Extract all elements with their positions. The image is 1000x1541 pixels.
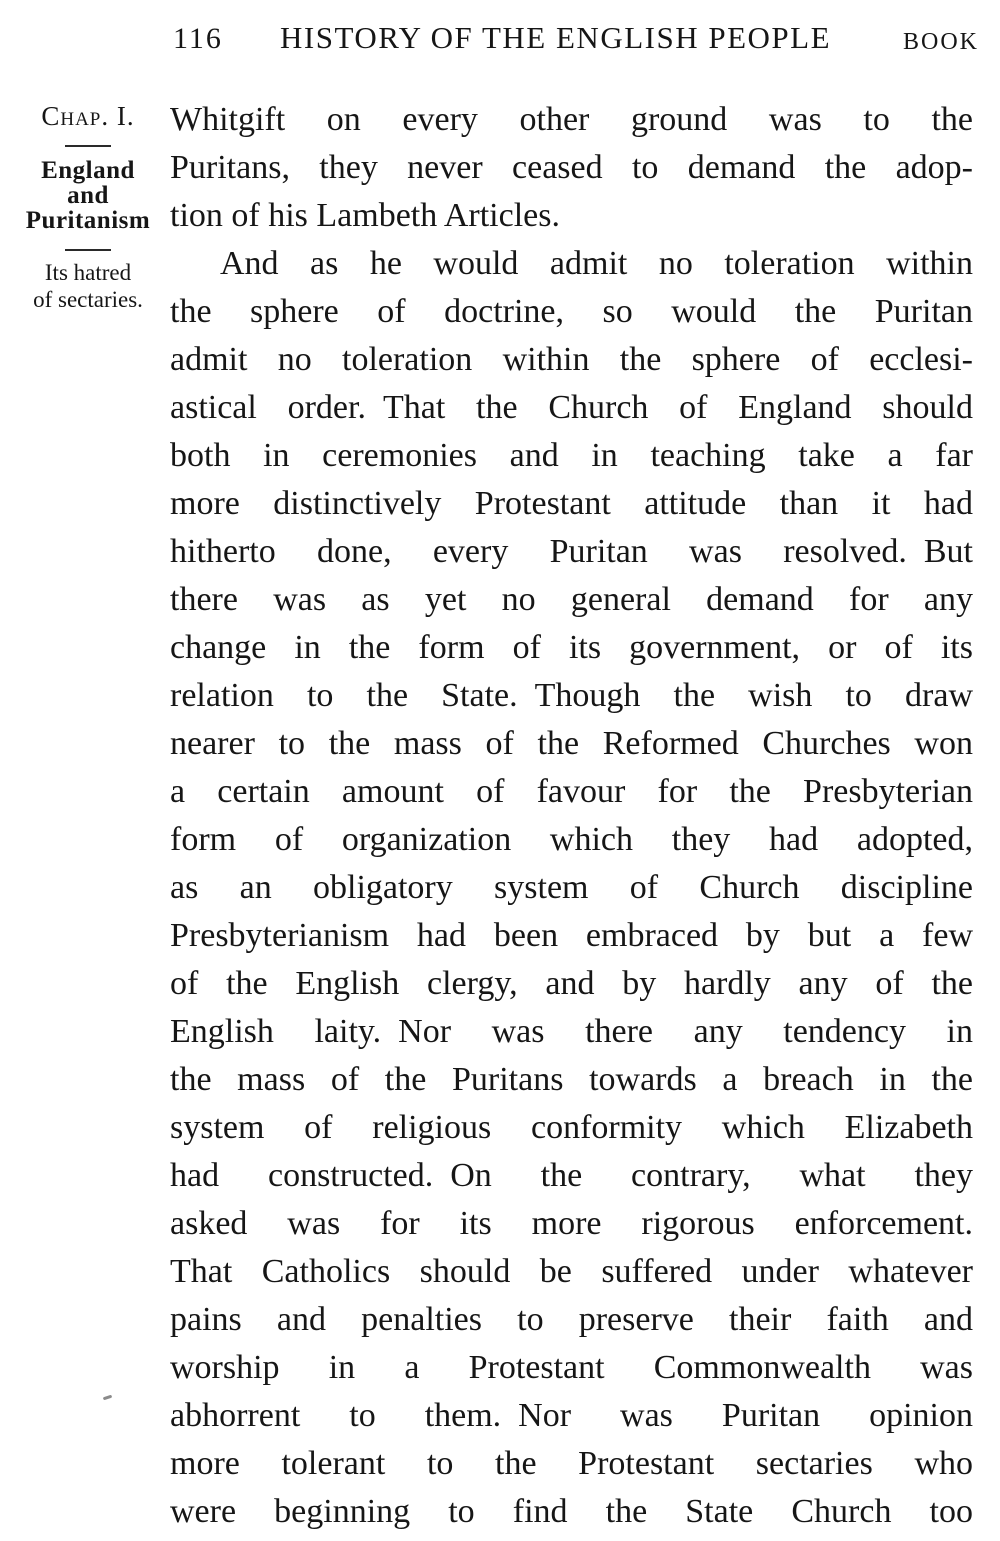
- text-line: relation to the State. Though the wish to draw: [170, 677, 973, 714]
- text-line: there was as yet no general demand for any: [170, 581, 973, 618]
- text-line: system of religious conformity which Elizabeth: [170, 1109, 973, 1146]
- text-line: abhorrent to them. Nor was Puritan opinion: [170, 1397, 973, 1434]
- text-line: pains and penalties to preserve their faith and: [170, 1301, 973, 1338]
- text-line: both in ceremonies and in teaching take a far: [170, 437, 973, 474]
- text-line: as an obligatory system of Church discipline: [170, 869, 973, 906]
- text-line: change in the form of its government, or of its: [170, 629, 973, 666]
- running-title: HISTORY OF THE ENGLISH PEOPLE: [280, 20, 832, 55]
- text-line: hitherto done, every Puritan was resolved. But: [170, 533, 973, 570]
- text-line: admit no toleration within the sphere of ecclesi-: [170, 341, 973, 378]
- text-line: of the English clergy, and by hardly any of the: [170, 965, 973, 1002]
- margin-note-sidenote-line: Its hatred: [44, 260, 132, 285]
- margin-note-topic-line: England: [41, 157, 135, 184]
- text-line: Presbyterianism had been embraced by but a few: [170, 917, 973, 954]
- text-line: astical order. That the Church of England should: [170, 389, 973, 426]
- margin-rule: [65, 249, 111, 251]
- text-line: tion of his Lambeth Articles.: [170, 197, 560, 234]
- text-line: form of organization which they had adopted,: [170, 821, 973, 858]
- body-text: [170, 96, 973, 1536]
- text-line: more distinctively Protestant attitude than it had: [170, 485, 973, 522]
- scan-speck: [103, 1395, 112, 1401]
- book-signature-label: BOOK: [903, 29, 980, 55]
- text-line: more tolerant to the Protestant sectaries who: [170, 1445, 973, 1482]
- margin-note-sidenote-line: of sectaries.: [33, 287, 143, 312]
- margin-note-topic: [12, 158, 164, 233]
- text-line: a certain amount of favour for the Presbyterian: [170, 773, 973, 810]
- margin-note-chapter: Chap. I.: [41, 101, 135, 131]
- page-number: 116: [173, 22, 223, 55]
- text-line: nearer to the mass of the Reformed Churches won: [170, 725, 973, 762]
- text-line: Whitgift on every other ground was to the: [170, 101, 973, 138]
- text-line: worship in a Protestant Commonwealth was: [170, 1349, 973, 1386]
- margin-notes-column: [12, 100, 164, 313]
- text-line: That Catholics should be suffered under whatever: [170, 1253, 973, 1290]
- text-line: were beginning to find the State Church too: [170, 1493, 973, 1530]
- text-line: English laity. Nor was there any tendency in: [170, 1013, 973, 1050]
- text-line: asked was for its more rigorous enforcement.: [170, 1205, 973, 1242]
- margin-note-topic-line: Puritanism: [25, 207, 151, 234]
- text-line: Puritans, they never ceased to demand the adop-: [170, 149, 973, 186]
- text-line: the mass of the Puritans towards a breach in the: [170, 1061, 973, 1098]
- margin-rule: [65, 145, 111, 147]
- margin-note-topic-line: and: [67, 182, 109, 209]
- text-line: had constructed. On the contrary, what they: [170, 1157, 973, 1194]
- margin-note-sidenote: [12, 259, 164, 313]
- text-line: And as he would admit no toleration within: [220, 245, 973, 282]
- text-line: the sphere of doctrine, so would the Puritan: [170, 293, 973, 330]
